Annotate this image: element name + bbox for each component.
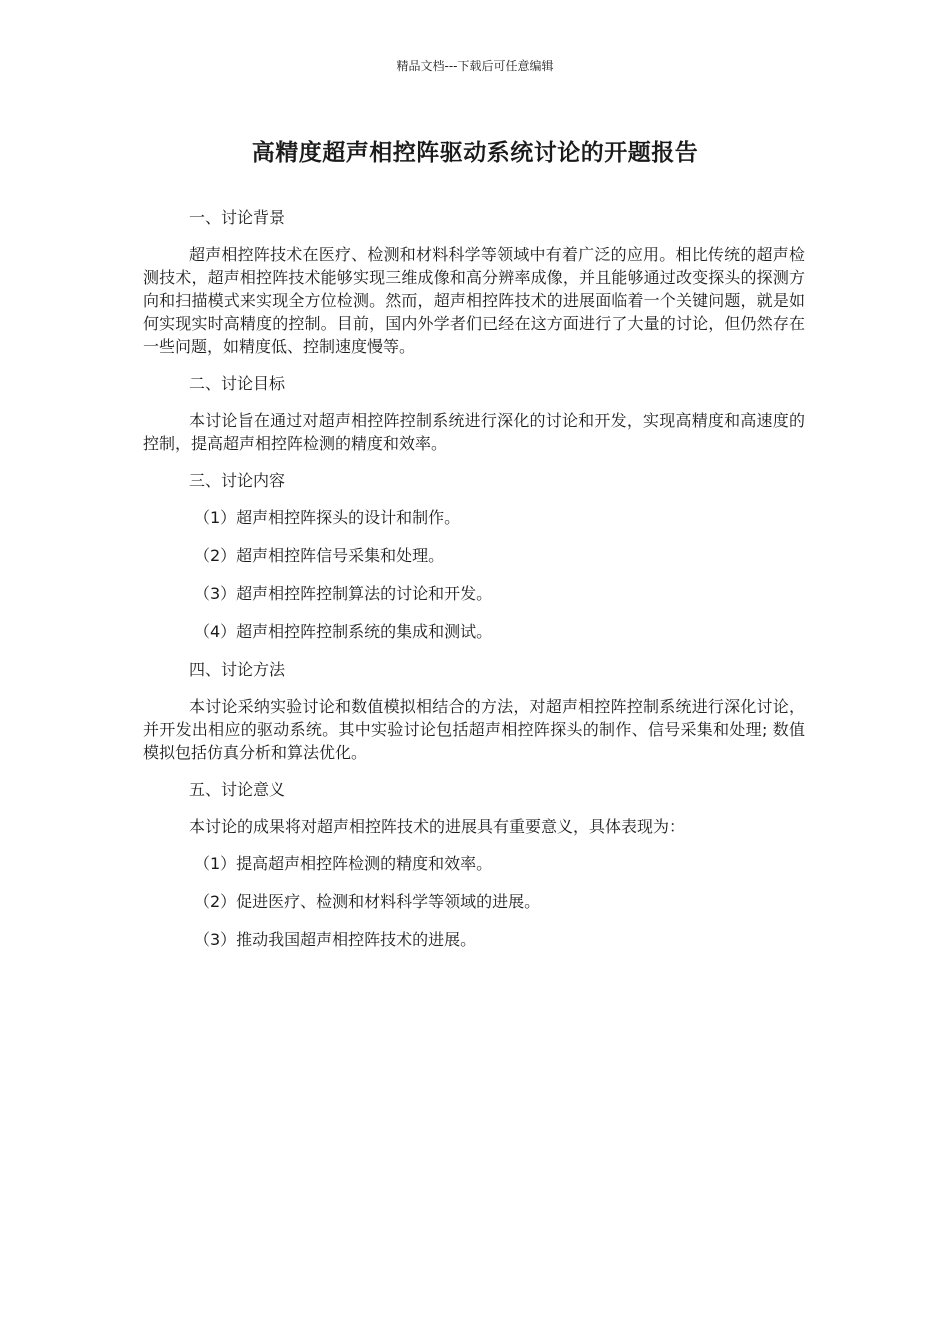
section-heading-significance: 五、讨论意义 bbox=[189, 780, 286, 799]
list-item: （3）推动我国超声相控阵技术的进展。 bbox=[194, 930, 477, 949]
section-paragraph-method: 本讨论采纳实验讨论和数值模拟相结合的方法，对超声相控阵控制系统进行深化讨论，并开发出相应的驱动系统。其中实验讨论包括超声相控阵探头的制作、信号采集和处理; 数值模拟包括仿真分析和算法优化。 bbox=[143, 697, 805, 762]
section-heading-background: 一、讨论背景 bbox=[189, 208, 286, 227]
section-paragraph-goal: 本讨论旨在通过对超声相控阵控制系统进行深化的讨论和开发，实现高精度和高速度的控制，提高超声相控阵检测的精度和效率。 bbox=[143, 411, 805, 453]
page-header: 精品文档---下载后可任意编辑 bbox=[396, 59, 554, 73]
list-item: （2）促进医疗、检测和材料科学等领域的进展。 bbox=[194, 892, 541, 911]
list-item: （4）超声相控阵控制系统的集成和测试。 bbox=[194, 622, 493, 641]
section-paragraph-significance: 本讨论的成果将对超声相控阵技术的进展具有重要意义，具体表现为： bbox=[189, 817, 686, 836]
list-item: （3）超声相控阵控制算法的讨论和开发。 bbox=[194, 584, 493, 603]
document-title: 高精度超声相控阵驱动系统讨论的开题报告 bbox=[251, 140, 699, 166]
list-item: （1）超声相控阵探头的设计和制作。 bbox=[194, 508, 461, 527]
list-item: （1）提高超声相控阵检测的精度和效率。 bbox=[194, 854, 493, 873]
section-heading-content: 三、讨论内容 bbox=[189, 471, 286, 490]
list-item: （2）超声相控阵信号采集和处理。 bbox=[194, 546, 445, 565]
section-heading-method: 四、讨论方法 bbox=[189, 660, 286, 679]
section-paragraph-background: 超声相控阵技术在医疗、检测和材料科学等领域中有着广泛的应用。相比传统的超声检测技术，超声相控阵技术能够实现三维成像和高分辨率成像，并且能够通过改变探头的探测方向和扫描模式来实现全方位检测。然而，超声相控阵技术的进展面临着一个关键问题，就是如何实现实时高精度的控制。目前，国内外学者们已经在这方面进行了大量的讨论，但仍然存在一些问题，如精度低、控制速度慢等。 bbox=[143, 245, 805, 356]
section-heading-goal: 二、讨论目标 bbox=[189, 374, 286, 393]
document-body bbox=[143, 206, 805, 966]
